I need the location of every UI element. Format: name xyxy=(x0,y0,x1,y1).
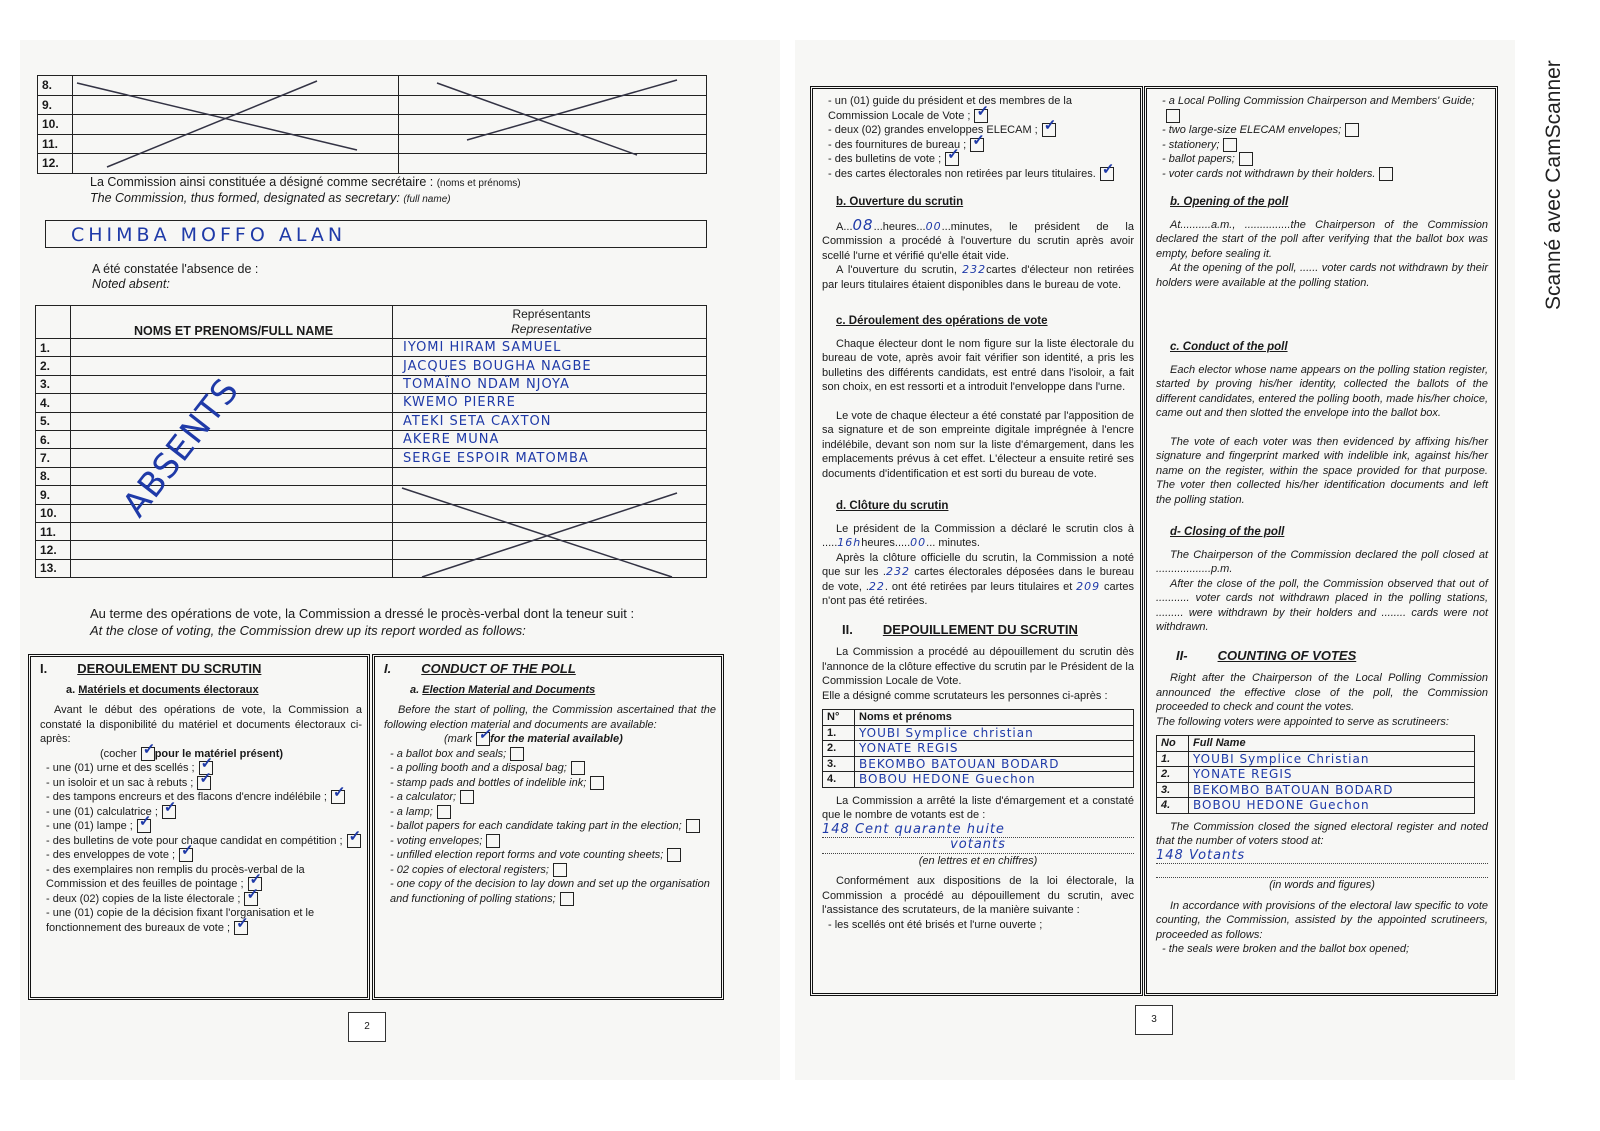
material-label: a Local Polling Commission Chairperson and Members' Guide; xyxy=(1168,95,1475,107)
material-label: une (01) lampe ; xyxy=(52,820,133,832)
material-label: des exemplaires non remplis du procès-verbal de la Commission et des feuilles de pointage ; xyxy=(46,863,305,890)
section-en xyxy=(378,658,722,910)
scrutineer-name: YOUBI Symplice christian xyxy=(855,725,1134,741)
material-label: two large-size ELECAM envelopes; xyxy=(1168,124,1342,136)
camscanner-watermark: Scanné avec CamScanner xyxy=(1542,60,1565,310)
closing-not-withdrawn-cards: 209 xyxy=(1076,579,1101,593)
material-checkbox[interactable] xyxy=(347,834,361,848)
section-number: II. xyxy=(842,621,853,637)
sample-checkbox xyxy=(141,747,155,761)
table-row xyxy=(36,394,707,412)
counting-procedure-text: In accordance with provisions of the electoral law specific to vote counting, the Commission, assisted by the appointed scrutineers, proceeded as follows: xyxy=(1156,899,1488,941)
material-label: des bulletins de vote pour chaque candidat en compétition ; xyxy=(52,834,343,847)
material-item xyxy=(46,776,362,791)
table-row xyxy=(823,772,1134,788)
table-row xyxy=(36,339,707,357)
material-label: une (01) urne et des scellés ; xyxy=(52,762,195,774)
intro-text: Avant le début des opérations de vote, la Commission a constaté la disponibilité du matériel et documents électoraux ci-après: xyxy=(40,704,362,745)
table-row xyxy=(823,756,1134,772)
closing-heading-fr: d. Clôture du scrutin xyxy=(836,500,949,512)
closing-heading-en: d- Closing of the poll xyxy=(1170,526,1285,538)
text: . ont été retirées par leurs titulaires et xyxy=(884,580,1077,593)
material-checkbox[interactable] xyxy=(510,747,524,761)
material-item xyxy=(1162,152,1488,167)
material-item xyxy=(46,863,362,892)
material-label: des cartes électorales non retirées par leurs titulaires. xyxy=(834,167,1096,180)
material-label: une (01) calculatrice ; xyxy=(52,805,158,818)
material-label: voting envelopes; xyxy=(396,834,483,847)
row-number: 11. xyxy=(36,522,71,540)
page-number: 2 xyxy=(348,1012,386,1042)
material-checkbox[interactable] xyxy=(437,805,451,819)
scrutineers-table-fr xyxy=(822,709,1134,788)
table-row xyxy=(823,725,1134,741)
opening-cards-count: 232 xyxy=(962,263,987,276)
row-number: 1. xyxy=(1157,751,1189,767)
material-item xyxy=(46,892,362,907)
material-item xyxy=(46,848,362,863)
table-row xyxy=(36,412,707,430)
representative-name: SERGE ESPOIR MATOMBA xyxy=(393,449,707,467)
material-label: a lamp; xyxy=(396,805,433,818)
counting-heading-fr: DEPOUILLEMENT DU SCRUTIN xyxy=(882,621,1078,637)
opening-heading-en: b. Opening of the poll xyxy=(1170,196,1289,208)
secretary-hint-fr: (noms et prénoms) xyxy=(436,178,521,189)
row-number: 2. xyxy=(823,741,855,757)
section-number: II- xyxy=(1176,647,1188,663)
row-number: 4. xyxy=(823,772,855,788)
material-item xyxy=(1162,167,1488,182)
material-checkbox[interactable] xyxy=(590,776,604,790)
table-row xyxy=(1157,767,1475,783)
table-row xyxy=(1157,798,1475,814)
text: ...heures... xyxy=(873,220,926,233)
absent-label xyxy=(92,262,258,292)
subsection-title: Election Material and Documents xyxy=(422,683,596,696)
material-checkbox[interactable] xyxy=(137,819,151,833)
material-label: stationery; xyxy=(1168,138,1220,151)
material-label: un (01) guide du président et des membres de la Commission Locale de Vote ; xyxy=(828,95,1072,122)
material-label: a calculator; xyxy=(396,791,457,803)
row-number: 2. xyxy=(36,357,71,375)
closing-text-1: The Chairperson of the Commission declared the poll closed at ..................p.m. xyxy=(1156,548,1488,575)
table-row xyxy=(823,741,1134,757)
material-checkbox[interactable] xyxy=(331,790,345,804)
text: A l'ouverture du scrutin, xyxy=(836,264,957,276)
row-number: 2. xyxy=(1157,767,1189,783)
column-header-rep-fr: Représentants xyxy=(512,307,591,321)
material-item xyxy=(1162,138,1488,153)
material-checkbox[interactable] xyxy=(1223,138,1237,152)
opening-text-1: At..........a.m., ...............the Chairperson of the Commission declared the start of the poll after verifying that the ballot box was empty, before sealing it. xyxy=(1156,218,1488,260)
row-number: 13. xyxy=(36,559,71,577)
secretary-name-box xyxy=(45,220,707,248)
material-checkbox[interactable] xyxy=(1379,167,1393,181)
representative-name: JACQUES BOUGHA NAGBE xyxy=(393,357,707,375)
section-number: I. xyxy=(384,661,392,676)
material-checkbox[interactable] xyxy=(571,761,585,775)
intro-text: Before the start of polling, the Commission ascertained that the following election material and documents are available: xyxy=(384,704,716,731)
absent-label-fr: A été constatée l'absence de : xyxy=(92,262,259,276)
material-item xyxy=(390,834,716,849)
closing-minutes: 00 xyxy=(910,536,927,549)
section-number: I. xyxy=(40,661,48,676)
report-intro xyxy=(90,605,634,639)
material-label: ballot papers for each candidate taking part in the election; xyxy=(396,820,682,832)
table-row xyxy=(36,430,707,448)
material-checkbox[interactable] xyxy=(970,138,984,152)
material-checkbox[interactable] xyxy=(162,805,176,819)
scrutineers-table-en xyxy=(1156,735,1475,814)
scrutineer-name: YOUBI Symplice Christian xyxy=(1189,751,1475,767)
mark-instruction-a: (mark xyxy=(444,733,473,745)
conduct-text-1: Each elector whose name appears on the polling station register, started by proving his/her identity, collected the ballots of the different candidates, entered the polling booth, made his/her choice, came out and then slotted the envelope into the ballot box. xyxy=(1156,363,1488,419)
secretary-label-en: The Commission, thus formed, designated as secretary: xyxy=(90,191,400,205)
material-checkbox[interactable] xyxy=(234,921,248,935)
row-number: 4. xyxy=(1157,798,1189,814)
material-checkbox[interactable] xyxy=(667,848,681,862)
representative-name: TOMAÏNO NDAM NJOYA xyxy=(393,375,707,393)
closing-withdrawn-cards: 22 xyxy=(868,579,885,593)
representative-name: KWEMO PIERRE xyxy=(393,394,707,412)
representative-name: AKERE MUNA xyxy=(393,430,707,448)
representative-name xyxy=(393,467,707,485)
voters-text: The Commission closed the signed electoral register and noted that the number of voters stood at: xyxy=(1156,820,1488,847)
table-row xyxy=(36,357,707,375)
text: A... xyxy=(836,220,853,233)
material-item xyxy=(390,805,716,820)
row-number: 5. xyxy=(36,412,71,430)
material-item xyxy=(46,819,362,834)
absent-label-en: Noted absent: xyxy=(92,277,170,291)
row-number: 8. xyxy=(38,76,73,96)
row-number: 3. xyxy=(823,756,855,772)
voters-count-words: 148 Cent quarante huite xyxy=(822,821,1005,837)
row-number: 9. xyxy=(38,95,73,115)
voters-count-words: 148 Votants xyxy=(1156,847,1246,863)
material-checkbox[interactable] xyxy=(945,152,959,166)
material-checkbox[interactable] xyxy=(1042,123,1056,137)
table-row xyxy=(36,375,707,393)
voting-text-1: Chaque électeur dont le nom figure sur la liste électorale du bureau de vote, après avoir fait vérifier son identité, a pris les bulletins des différents candidats, est entré dans l'isoloir, a fait son choix, en est ressorti et a introduit l'enveloppe dans l'urne. xyxy=(822,337,1134,393)
right-en-column xyxy=(1150,90,1494,961)
material-item xyxy=(390,776,716,791)
material-item xyxy=(828,138,1134,153)
voters-hint: (in words and figures) xyxy=(1269,879,1375,891)
table-row xyxy=(1157,782,1475,798)
text: ... minutes. xyxy=(926,537,980,549)
secretary-name: CHIMBA MOFFO ALAN xyxy=(71,224,347,246)
row-number: 3. xyxy=(1157,782,1189,798)
material-item xyxy=(828,167,1134,182)
mark-instruction-b: pour le matériel présent) xyxy=(154,747,284,760)
column-header-full-name: NOMS ET PRENOMS/FULL NAME xyxy=(71,306,393,339)
material-checkbox[interactable] xyxy=(486,834,500,848)
counting-text: La Commission a procédé au dépouillement du scrutin dès l'annonce de la clôture effective du scrutin par le Président de la Commission Locale de Vote. xyxy=(822,646,1134,687)
column-header-representative xyxy=(393,306,707,339)
column-header-name: Full Name xyxy=(1189,736,1475,752)
counting-text: Right after the Chairperson of the Local Polling Commission announced the effective close of the poll, the Commission proceeded to check and count the votes. xyxy=(1156,672,1488,713)
row-number: 4. xyxy=(36,394,71,412)
material-checkbox[interactable] xyxy=(974,109,988,123)
column-header-no: No xyxy=(1157,736,1189,752)
mark-instruction-b: for the material available) xyxy=(490,733,623,745)
counting-step: - the seals were broken and the ballot box opened; xyxy=(1162,942,1488,957)
text: ...minutes, le président de la Commission a procédé à l'ouverture du scrutin après avoir scellé l'urne et vérifié qu'elle était vide. xyxy=(822,220,1134,262)
secretary-label xyxy=(90,175,521,207)
column-header-name: Noms et prénoms xyxy=(855,710,1134,726)
representative-name: ATEKI SETA CAXTON xyxy=(393,412,707,430)
voters-text: La Commission a arrêté la liste d'émargement et a constaté que le nombre de votants est de : xyxy=(822,794,1134,821)
material-checkbox[interactable] xyxy=(197,776,211,790)
section-fr xyxy=(34,658,368,939)
scrutineer-name: YONATE REGIS xyxy=(1189,767,1475,783)
scrutineer-name: BEKOMBO BATOUAN BODARD xyxy=(1189,782,1475,798)
strike-through-marks xyxy=(37,75,707,175)
material-item xyxy=(390,747,716,762)
opening-text-2: At the opening of the poll, ...... voter cards not withdrawn by their holders were available at the polling station. xyxy=(1156,262,1488,289)
material-label: ballot papers; xyxy=(1168,153,1235,165)
representative-name: IYOMI HIRAM SAMUEL xyxy=(393,339,707,357)
row-number: 1. xyxy=(823,725,855,741)
absents-annotation: ABSENTS xyxy=(115,370,248,525)
material-checkbox[interactable] xyxy=(1100,167,1114,181)
material-item xyxy=(390,790,716,805)
material-item xyxy=(828,152,1134,167)
material-checkbox[interactable] xyxy=(1345,123,1359,137)
material-item xyxy=(1162,123,1488,138)
scrutineer-name: BOBOU HEDONE Guechon xyxy=(1189,798,1475,814)
sample-checkbox xyxy=(476,732,490,746)
row-number: 11. xyxy=(38,134,73,154)
subsection-number: a. xyxy=(66,683,76,696)
material-label: deux (02) grandes enveloppes ELECAM ; xyxy=(834,124,1038,136)
material-checkbox[interactable] xyxy=(179,848,193,862)
text: cartes n'ont pas été retirées. xyxy=(822,580,1134,607)
material-label: voter cards not withdrawn by their holders. xyxy=(1168,167,1376,180)
material-label: a polling booth and a disposal bag; xyxy=(396,762,567,774)
section-title: CONDUCT OF THE POLL xyxy=(421,661,576,676)
scrutineer-name: YONATE REGIS xyxy=(855,741,1134,757)
material-checkbox[interactable] xyxy=(686,819,700,833)
opening-hours: 08 xyxy=(852,215,874,234)
material-checkbox[interactable] xyxy=(1166,109,1180,123)
text: heures..... xyxy=(861,537,911,549)
material-label: des tampons encreurs et des flacons d'encre indélébile ; xyxy=(52,791,327,803)
row-number: 6. xyxy=(36,430,71,448)
page-number: 3 xyxy=(1135,1005,1173,1035)
table-row xyxy=(36,449,707,467)
report-intro-fr: Au terme des opérations de vote, la Commission a dressé le procès-verbal dont la teneur suit : xyxy=(90,606,635,621)
text: cartes d'électeur non retirées par leurs titulaires étaient disponibles dans le bureau de vote. xyxy=(822,264,1134,291)
material-label: un isoloir et un sac à rebuts ; xyxy=(52,776,194,789)
material-item xyxy=(46,805,362,820)
column-header-rep-en: Representative xyxy=(511,322,592,336)
report-intro-en: At the close of voting, the Commission drew up its report worded as follows: xyxy=(90,623,526,638)
material-item xyxy=(390,848,716,863)
subsection-number: a. xyxy=(410,683,420,696)
material-label: 02 copies of electoral registers; xyxy=(396,863,549,876)
voting-heading-fr: c. Déroulement des opérations de vote xyxy=(836,315,1048,327)
material-item xyxy=(1162,94,1488,123)
table-row xyxy=(1157,751,1475,767)
material-item xyxy=(390,819,716,834)
row-number: 9. xyxy=(36,486,71,504)
material-label: des bulletins de vote ; xyxy=(834,153,942,165)
row-number: 10. xyxy=(38,115,73,135)
closing-text-2: After the close of the poll, the Commission observed that out of ........... voter cards not withdrawn placed in the polling stations, ......... were withdrawn by their holders and ........ cards were not withdrawn. xyxy=(1156,577,1488,633)
column-header-no: N° xyxy=(823,710,855,726)
material-label: a ballot box and seals; xyxy=(396,747,507,760)
section-title: DEROULEMENT DU SCRUTIN xyxy=(77,661,262,676)
material-label: des fournitures de bureau ; xyxy=(834,138,967,151)
material-checkbox[interactable] xyxy=(553,863,567,877)
counting-step: - les scellés ont été brisés et l'urne ouverte ; xyxy=(828,918,1134,933)
material-label: une (01) copie de la décision fixant l'organisation et le fonctionnement des bureaux de vote ; xyxy=(46,907,315,934)
material-label: deux (02) copies de la liste électorale ; xyxy=(52,892,241,905)
row-number: 8. xyxy=(36,467,71,485)
row-number: 12. xyxy=(38,154,73,174)
scrutineer-name: BOBOU HEDONE Guechon xyxy=(855,772,1134,788)
scrutineer-name: BEKOMBO BATOUAN BODARD xyxy=(855,756,1134,772)
voters-count-words-2: votants xyxy=(950,837,1006,852)
counting-heading-en: COUNTING OF VOTES xyxy=(1217,647,1357,663)
mark-instruction-a: (cocher xyxy=(100,747,137,760)
row-number: 7. xyxy=(36,449,71,467)
material-item xyxy=(390,863,716,878)
row-number: 10. xyxy=(36,504,71,522)
material-item xyxy=(828,94,1134,123)
closing-hours: 16h xyxy=(837,536,862,549)
text: Le président de la Commission a déclaré le scrutin clos à ..... xyxy=(822,522,1134,549)
counting-procedure-text: Conformément aux dispositions de la loi électorale, la Commission a procédé au dépouillement du scrutin, avec l'assistance des scrutateurs, de la manière suivante : xyxy=(822,875,1134,916)
secretary-label-fr: La Commission ainsi constituée a désigné comme secrétaire : xyxy=(90,175,434,189)
material-item xyxy=(46,790,362,805)
material-label: des enveloppes de vote ; xyxy=(52,849,176,861)
material-checkbox[interactable] xyxy=(244,892,258,906)
row-number: 1. xyxy=(36,339,71,357)
scrutineers-intro: Elle a désigné comme scrutateurs les personnes ci-après : xyxy=(822,689,1108,702)
subsection-title: Matériels et documents électoraux xyxy=(78,683,259,696)
text: cartes électorales déposées dans le bureau de vote, . xyxy=(822,566,1135,593)
row-number: 12. xyxy=(36,541,71,559)
material-checkbox[interactable] xyxy=(560,892,574,906)
material-label: unfilled election report forms and vote counting sheets; xyxy=(396,849,664,861)
opening-minutes: 00 xyxy=(925,219,942,233)
voters-hint: (en lettres et en chiffres) xyxy=(918,854,1038,867)
material-checkbox[interactable] xyxy=(460,790,474,804)
material-label: one copy of the decision to lay down and set up the organisation and functioning of polling stations; xyxy=(390,878,710,905)
material-item xyxy=(390,761,716,776)
conduct-heading-en: c. Conduct of the poll xyxy=(1170,341,1288,353)
material-item xyxy=(46,834,362,849)
voting-text-2: Le vote de chaque électeur a été constaté par l'apposition de sa signature et de son empreinte digitale imprégnée à l'encre indélébile, devant son nom sur la liste d'émargement, dans les emplacements prévus à cet effet. L'électeur a ensuite retiré ses documents d'identification et est sorti du bureau de vote. xyxy=(822,409,1134,480)
material-item xyxy=(46,906,362,935)
text: Après la clôture officielle du scrutin, la Commission a noté que sur les . xyxy=(822,551,1134,578)
strike-through-mark xyxy=(392,485,707,580)
opening-heading-fr: b. Ouverture du scrutin xyxy=(836,196,964,208)
right-fr-column xyxy=(816,90,1140,936)
material-label: stamp pads and bottles of indelible ink; xyxy=(396,776,587,789)
secretary-hint-en: (full name) xyxy=(403,194,451,205)
conduct-text-2: The vote of each voter was then evidenced by affixing his/her signature and fingerprint marked with indelible ink, against his/her name on the register, within the space provided for that purpose. The voter then collected his/her identification documents and left the polling station. xyxy=(1156,435,1488,506)
row-number: 3. xyxy=(36,375,71,393)
scrutineers-intro: The following voters were appointed to serve as scrutineers: xyxy=(1156,715,1449,728)
material-item xyxy=(390,877,716,906)
closing-total-cards: 232 xyxy=(886,565,910,578)
material-checkbox[interactable] xyxy=(1239,152,1253,166)
